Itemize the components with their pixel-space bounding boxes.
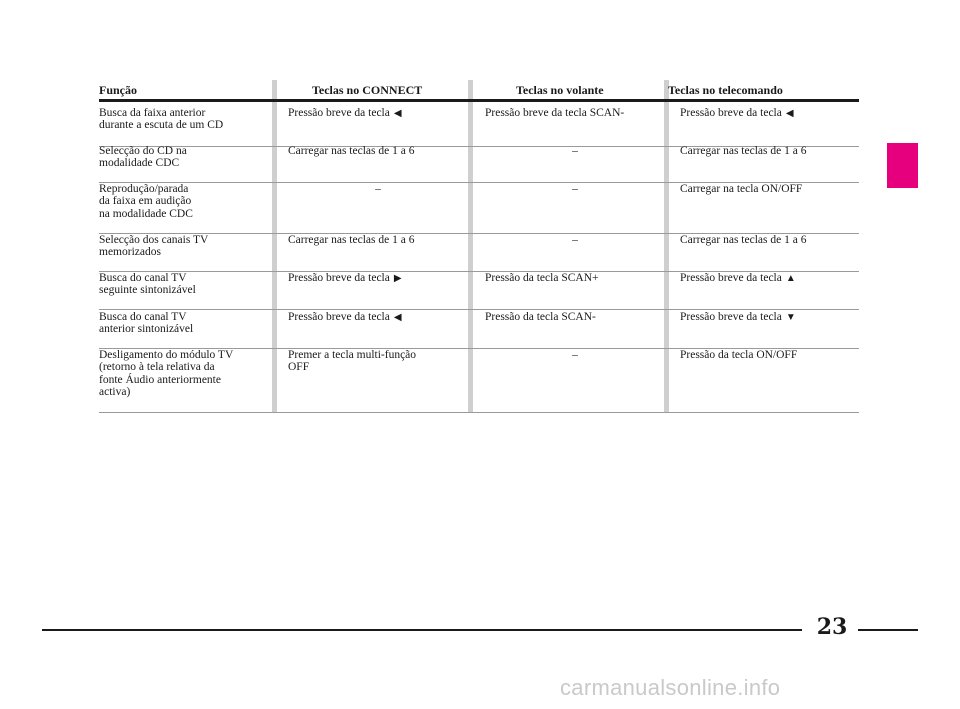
cell-connect — [288, 145, 468, 157]
cell-telecomando — [680, 145, 860, 157]
cell-text: durante a escuta de um CD — [99, 119, 224, 132]
cell-text: (retorno à tela relativa da — [99, 361, 215, 374]
cell-text: Pressão breve da tecla ◀ — [680, 107, 794, 119]
cell-text: Carregar na tecla ON/OFF — [680, 183, 803, 195]
cell-telecomando — [680, 234, 860, 246]
cell-connect — [288, 234, 468, 246]
cell-text: na modalidade CDC — [99, 207, 193, 220]
column-divider — [272, 80, 277, 412]
cell-volante — [485, 272, 665, 284]
cell-funcao — [99, 311, 269, 336]
cell-funcao — [99, 272, 269, 297]
cell-text: Pressão breve da tecla SCAN- — [485, 107, 625, 119]
cell-telecomando — [680, 107, 860, 120]
cell-text: modalidade CDC — [99, 157, 180, 170]
cell-connect — [288, 107, 468, 120]
cell-volante — [485, 311, 665, 323]
arrow-right-icon: ▶ — [393, 273, 402, 284]
footer-rule — [42, 629, 802, 631]
cell-telecomando — [680, 272, 860, 285]
cell-text: – — [572, 145, 578, 157]
cell-text: Pressão da tecla SCAN- — [485, 311, 596, 323]
row-rule — [99, 309, 859, 310]
row-rule — [99, 412, 859, 413]
arrow-up-icon: ▲ — [785, 273, 796, 284]
cell-volante — [485, 145, 665, 157]
header-rule — [99, 99, 859, 102]
page-number: 23 — [816, 614, 848, 640]
cell-text: Pressão breve da tecla ◀ — [288, 107, 402, 119]
cell-volante — [485, 183, 665, 195]
cell-text: Pressão breve da tecla ▲ — [680, 272, 796, 284]
column-divider — [468, 80, 473, 412]
keys-table — [99, 80, 859, 398]
cell-text: – — [572, 349, 578, 361]
header-volante: Teclas no volante — [516, 83, 604, 97]
cell-text: Premer a tecla multi-função — [288, 349, 417, 361]
cell-text: Pressão da tecla ON/OFF — [680, 349, 798, 361]
cell-telecomando — [680, 311, 860, 324]
cell-funcao — [99, 349, 269, 398]
cell-volante — [485, 107, 665, 119]
arrow-left-icon: ◀ — [785, 108, 794, 119]
cell-funcao — [99, 145, 269, 170]
cell-text: anterior sintonizável — [99, 323, 194, 336]
cell-text: Selecção do CD na — [99, 145, 187, 157]
cell-text: seguinte sintonizável — [99, 284, 196, 297]
cell-text: Busca do canal TV — [99, 272, 187, 284]
section-tab — [887, 143, 918, 188]
cell-connect — [288, 183, 468, 195]
cell-text: – — [375, 183, 381, 195]
cell-text: – — [572, 183, 578, 195]
watermark: carmanualsonline.info — [560, 675, 781, 700]
cell-text: fonte Áudio anteriormente — [99, 373, 221, 386]
cell-text: Busca da faixa anterior — [99, 107, 206, 119]
cell-text: OFF — [288, 361, 310, 374]
cell-telecomando — [680, 183, 860, 195]
cell-volante — [485, 234, 665, 246]
cell-text: Carregar nas teclas de 1 a 6 — [680, 145, 807, 157]
cell-funcao — [99, 183, 269, 220]
cell-connect — [288, 349, 468, 374]
cell-text: Carregar nas teclas de 1 a 6 — [288, 234, 415, 246]
cell-text: memorizados — [99, 246, 161, 259]
arrow-down-icon: ▼ — [785, 312, 796, 323]
cell-text: Pressão da tecla SCAN+ — [485, 272, 599, 284]
header-funcao: Função — [99, 83, 138, 97]
cell-volante — [485, 349, 665, 361]
cell-text: Desligamento do módulo TV — [99, 349, 234, 361]
header-telecomando: Teclas no telecomando — [668, 83, 783, 97]
arrow-left-icon: ◀ — [393, 108, 402, 119]
cell-text: Pressão breve da tecla ▶ — [288, 272, 402, 284]
cell-text: Pressão breve da tecla ▼ — [680, 311, 796, 323]
cell-text: activa) — [99, 385, 131, 398]
cell-text: Reprodução/parada — [99, 183, 189, 195]
cell-text: Carregar nas teclas de 1 a 6 — [288, 145, 415, 157]
cell-text: Pressão breve da tecla ◀ — [288, 311, 402, 323]
cell-text: Carregar nas teclas de 1 a 6 — [680, 234, 807, 246]
footer-rule — [858, 629, 918, 631]
cell-text: da faixa em audição — [99, 195, 192, 208]
arrow-left-icon: ◀ — [393, 312, 402, 323]
cell-text: – — [572, 234, 578, 246]
cell-text: Selecção dos canais TV — [99, 234, 209, 246]
cell-funcao — [99, 107, 269, 132]
cell-funcao — [99, 234, 269, 259]
cell-text: Busca do canal TV — [99, 311, 187, 323]
header-connect: Teclas no CONNECT — [312, 83, 423, 97]
table-header — [99, 80, 859, 99]
cell-connect — [288, 311, 468, 324]
cell-telecomando — [680, 349, 860, 361]
cell-connect — [288, 272, 468, 285]
